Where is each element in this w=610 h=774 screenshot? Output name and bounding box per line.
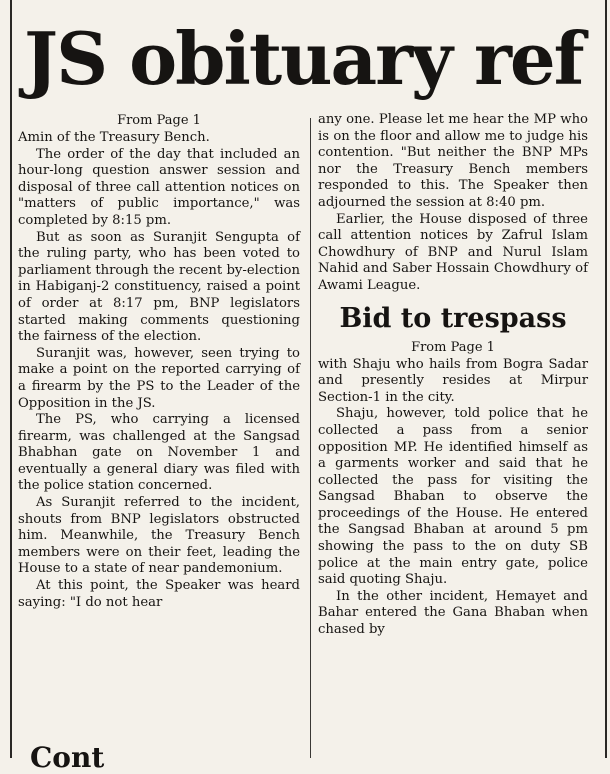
- jump-label: From Page 1: [117, 113, 201, 128]
- paragraph: Suranjit was, however, seen trying to make a point on the reported carrying of a firearm by the PS to the Leader of the Opposition in the JS.: [18, 345, 300, 411]
- column-divider: [310, 118, 311, 758]
- paragraph: with Shaju who hails from Bogra Sadar and presently resides at Mirpur Section-1 in the city.: [318, 356, 588, 405]
- right-column: [318, 112, 588, 639]
- paragraph: The order of the day that included an hour-long question answer session and disposal of three call attention notices on "matters of public importance," was completed by 8:15 pm.: [18, 146, 300, 228]
- cut-off-heading: Cont: [30, 741, 105, 774]
- paragraph: Amin of the Treasury Bench.: [18, 130, 210, 145]
- headline: JS obituary ref: [24, 16, 583, 101]
- sub-headline: Bid to trespass: [339, 302, 567, 334]
- paragraph: The PS, who carrying a licensed firearm, was challenged at the Sangsad Bhabhan gate on November 1 and eventually a general diary was filed with the police station concerned.: [18, 412, 300, 494]
- paragraph: any one. Please let me hear the MP who is on the floor and allow me to judge his contention. "But neither the BNP MPs nor the Treasury Bench members responded to this. The Speaker then adjourned the session at 8:40 pm.: [318, 112, 588, 210]
- right-border-rule: [605, 0, 607, 758]
- paragraph: In the other incident, Hemayet and Bahar entered the Gana Bhaban when chased by: [318, 588, 588, 638]
- paragraph: Earlier, the House disposed of three call attention notices by Zafrul Islam Chowdhury of BNP and Nurul Islam Nahid and Saber Hossain Chowdhury of Awami League.: [318, 211, 588, 293]
- left-column: [18, 112, 300, 611]
- paragraph: Shaju, however, told police that he collected a pass from a senior opposition MP. He identified himself as a garments worker and said that he collected the pass for visiting the Sangsad Bhaban to observe the proceedings of the House. He entered the Sangsad Bhaban at around 5 pm showing the pass to the on duty SB police at the main entry gate, police said quoting Shaju.: [318, 406, 588, 588]
- jump-label: From Page 1: [411, 339, 495, 355]
- left-border-rule: [10, 0, 12, 758]
- paragraph: As Suranjit referred to the incident, shouts from BNP legislators obstructed him. Meanwhile, the Treasury Bench members were on their feet, leading the House to a state of near pandemonium.: [18, 495, 300, 577]
- paragraph: But as soon as Suranjit Sengupta of the ruling party, who has been voted to parliament through the recent by-election in Habiganj-2 constituency, raised a point of order at 8:17 pm, BNP legislators started making comments questioning the fairness of the election.: [18, 229, 300, 345]
- paragraph: At this point, the Speaker was heard saying: "I do not hear: [18, 578, 300, 610]
